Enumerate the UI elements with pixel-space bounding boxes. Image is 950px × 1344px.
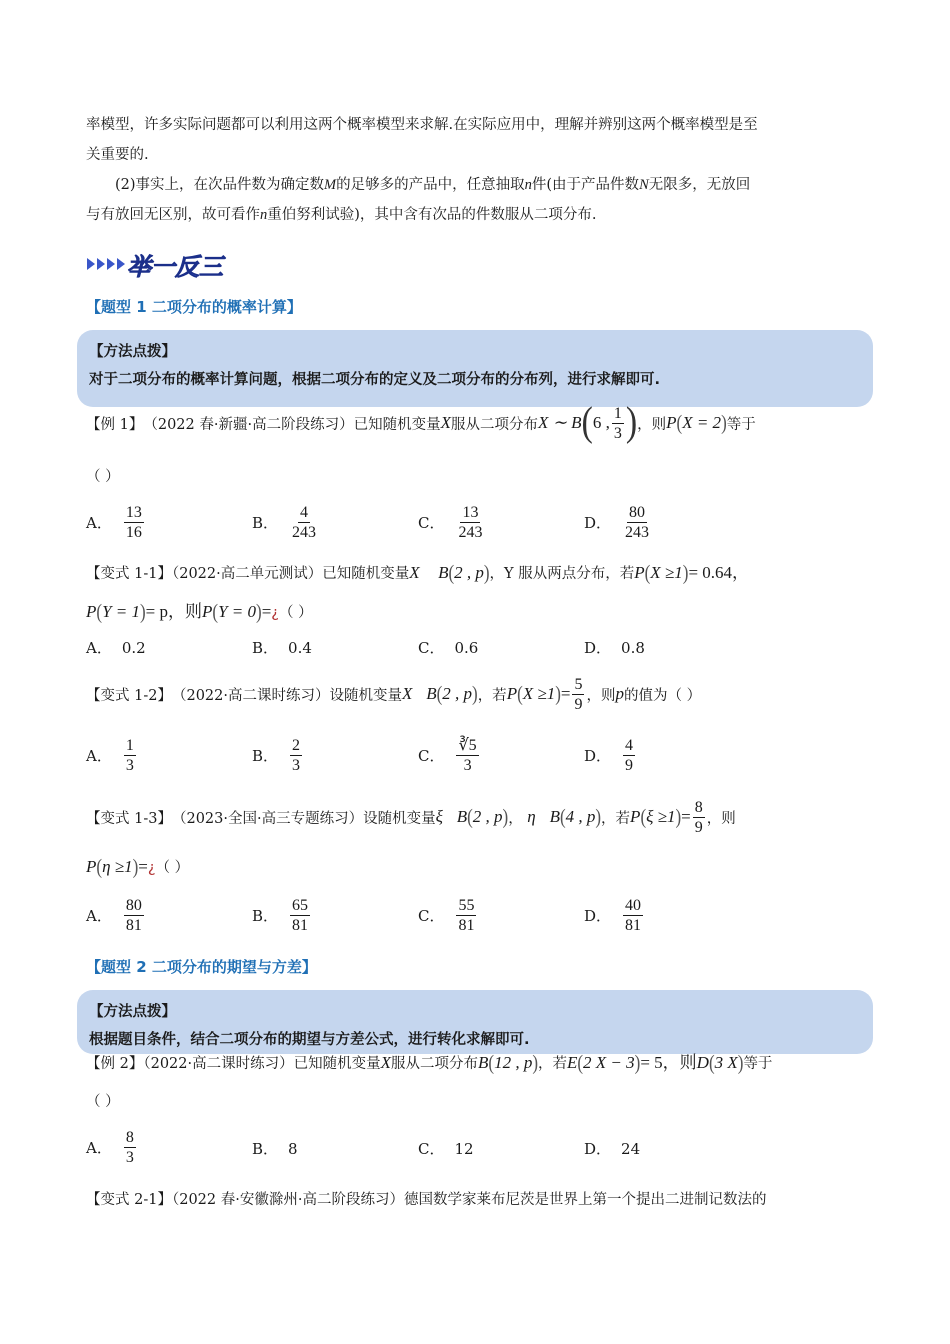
option-c[interactable]: C． 0.6 [418, 638, 479, 657]
option-b[interactable]: B． 0.4 [252, 638, 312, 657]
fraction: $\frac{1}{3}$ [613, 404, 622, 442]
option-d[interactable]: D． $\frac{80}{243}$ [584, 504, 650, 541]
variant-2-1-stem: 【变式 2-1】（2022 春·安徽滁州·高二阶段练习）德国数学家莱布尼茨是世界上第一个提出二进制记数法的 [86, 1192, 767, 1208]
example-1-paren: （ ） [86, 469, 120, 485]
method-box-1 [77, 330, 873, 407]
option-b[interactable]: B． $\frac{2}{3}$ [252, 737, 301, 774]
variant-1-1-stem: 【变式 1-1】（2022·高二单元测试）已知随机变量X B(2 , p)，Y 服从两点分布，若P(X ≥1)= 0.64， [86, 560, 750, 585]
option-c[interactable]: C． $\frac{∛5}{3}$ [418, 737, 477, 774]
option-d[interactable]: D． $\frac{4}{9}$ [584, 737, 634, 774]
method-text: 对于二项分布的概率计算问题，根据二项分布的定义及二项分布的分布列，进行求解即可. [89, 372, 661, 388]
topic-1-title: 【题型 1 二项分布的概率计算】 [86, 298, 302, 316]
method-label: 【方法点拨】 [89, 344, 176, 360]
intro-line-2: 关重要的. [86, 147, 149, 163]
option-a[interactable]: A． 0.2 [86, 638, 146, 657]
option-a[interactable]: A． $\frac{8}{3}$ [86, 1129, 134, 1166]
method-text: 根据题目条件，结合二项分布的期望与方差公式，进行转化求解即可. [89, 1032, 530, 1048]
option-c[interactable]: C． $\frac{55}{81}$ [418, 897, 475, 934]
example-2-paren: （ ） [86, 1094, 120, 1110]
variant-1-3-stem: 【变式 1-3】 （2023·全国·高三专题练习）设随机变量 ξ B ( 2 , p ) ， η B ( 4 , p ) ，若 P ( ξ ≥1 ) = $\frac{8}{9}$ ，则 [86, 798, 736, 836]
method-label: 【方法点拨】 [89, 1004, 176, 1020]
banner-arrows-icon [87, 258, 125, 270]
banner-title: 举一反三 [127, 253, 223, 281]
option-a[interactable]: A． $\frac{13}{16}$ [86, 504, 142, 541]
intro-line-1: 率模型，许多实际问题都可以利用这两个概率模型来求解.在实际应用中，理解并辨别这两个概率模型是至 [86, 117, 758, 133]
intro-line-3: (2)事实上，在次品件数为确定数M的足够多的产品中，任意抽取n件(由于产品件数N无限多，无放回 [115, 177, 751, 193]
option-a[interactable]: A． $\frac{80}{81}$ [86, 897, 142, 934]
variant-1-1-stem-2: P(Y = 1)= p，则P(Y = 0)=¿（ ） [86, 599, 313, 624]
option-b[interactable]: B． 8 [252, 1139, 298, 1158]
variant-1-3-stem-2: P(η ≥1)=¿（ ） [86, 854, 190, 879]
option-c[interactable]: C． $\frac{13}{243}$ [418, 504, 483, 541]
option-a[interactable]: A． $\frac{1}{3}$ [86, 737, 134, 774]
example-2-stem: 【例 2】（2022·高二课时练习）已知随机变量X服从二项分布B(12 , p)，若E(2 X − 3)= 5，则D(3 X)等于 [86, 1050, 773, 1075]
variant-1-2-stem: 【变式 1-2】 （2022·高二课时练习）设随机变量 X B ( 2 , p ) ，若 P ( X ≥1 ) = $\frac{5}{9}$ ，则 p 的值为（ ） [86, 675, 702, 713]
topic-2-title: 【题型 2 二项分布的期望与方差】 [86, 958, 317, 976]
intro-line-4: 与有放回无区别，故可看作n重伯努利试验)，其中含有次品的件数服从二项分布. [86, 207, 597, 223]
method-box-2 [77, 990, 873, 1054]
option-c[interactable]: C． 12 [418, 1139, 474, 1158]
intro-paragraph [86, 110, 758, 230]
section-banner [85, 244, 235, 284]
option-b[interactable]: B． $\frac{4}{243}$ [252, 504, 317, 541]
option-d[interactable]: D． $\frac{40}{81}$ [584, 897, 642, 934]
option-d[interactable]: D． 0.8 [584, 638, 645, 657]
option-d[interactable]: D． 24 [584, 1139, 641, 1158]
option-b[interactable]: B． $\frac{65}{81}$ [252, 897, 309, 934]
example-1-stem: 【例 1】 （2022 春·新疆·高二阶段练习）已知随机变量 X 服从二项分布 X ∼ B ( 6 , $\frac{1}{3}$ ) ，则 P ( X = 2 ) 等于 [86, 400, 756, 445]
